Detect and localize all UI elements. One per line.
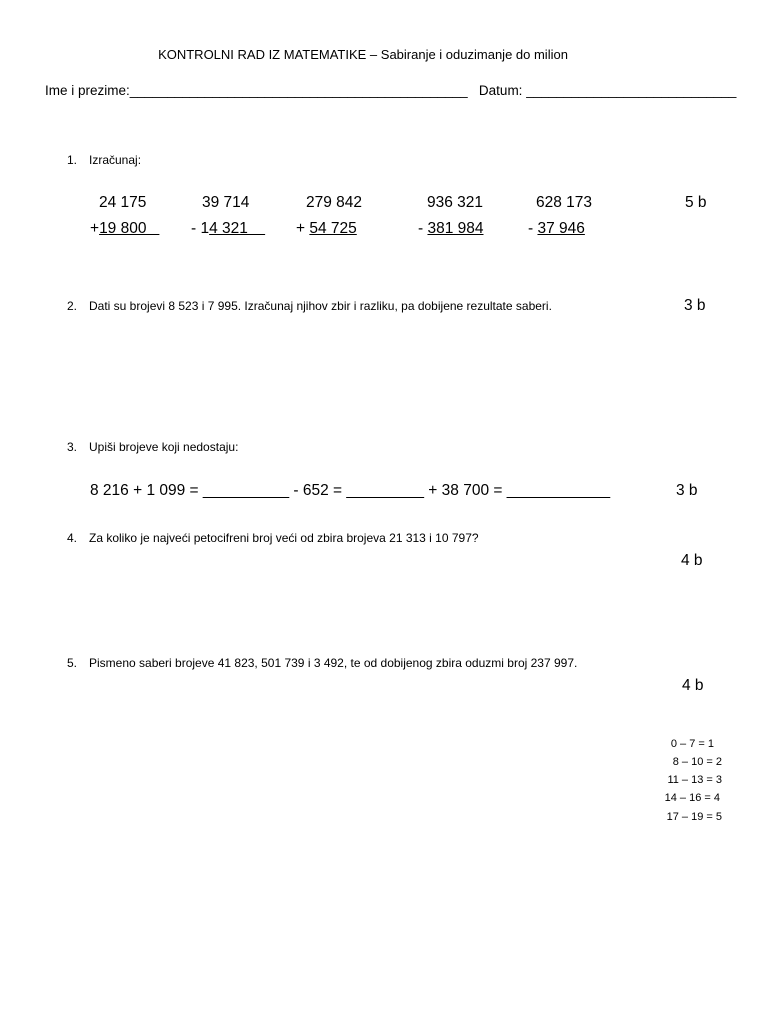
task-1-points: 5 b <box>685 194 707 211</box>
task-5-points: 4 b <box>682 677 704 694</box>
task-number: 1. <box>67 153 78 167</box>
problem-3-top: 279 842 <box>306 194 363 211</box>
grade-row: 0 – 7 = 1 <box>670 738 714 750</box>
problem-3-bottom <box>296 220 357 238</box>
task-2-points: 3 b <box>684 297 706 314</box>
grade-row: 8 – 10 = 2 <box>672 756 722 768</box>
operator: - 1 <box>191 220 210 237</box>
task-5 <box>67 656 577 670</box>
task-number: 4. <box>67 531 78 545</box>
task-3 <box>67 440 238 454</box>
name-date-line <box>45 83 736 98</box>
grade-row: 11 – 13 = 3 <box>667 774 722 786</box>
task-4-points: 4 b <box>681 552 703 569</box>
problem-4-top: 936 321 <box>427 194 484 211</box>
operator: + <box>90 220 100 237</box>
problem-5-bottom <box>528 220 585 238</box>
grading-scale <box>662 738 722 829</box>
page-title: KONTROLNI RAD IZ MATEMATIKE – Sabiranje i oduzimanje do milion <box>158 47 568 62</box>
problem-2-top: 39 714 <box>202 194 250 211</box>
task-number: 5. <box>67 656 78 670</box>
date-blank: ____________________________ <box>526 83 737 98</box>
operator: - <box>528 220 538 237</box>
task-2 <box>67 299 552 313</box>
subtrahend: 19 800 <box>99 220 160 237</box>
operator: - <box>418 220 428 237</box>
task-text: Upiši brojeve koji nedostaju: <box>89 440 239 454</box>
problem-1-top: 24 175 <box>99 194 147 211</box>
task-text: Za koliko je najveći petocifreni broj veći od zbira brojeva 21 313 i 10 797? <box>89 531 479 545</box>
grade-row: 17 – 19 = 5 <box>666 811 722 823</box>
problem-2-bottom <box>191 220 265 238</box>
task-text: Pismeno saberi brojeve 41 823, 501 739 i 3 492, te od dobijenog zbira oduzmi broj 237 997. <box>89 656 578 670</box>
subtrahend: 381 984 <box>427 220 484 237</box>
problem-5-top: 628 173 <box>536 194 593 211</box>
task-1 <box>67 153 141 167</box>
subtrahend: 4 321 <box>209 220 266 237</box>
task-text: Izračunaj: <box>89 153 142 167</box>
grade-row: 14 – 16 = 4 <box>664 792 720 804</box>
subtrahend: 54 725 <box>309 220 357 237</box>
task-text: Dati su brojevi 8 523 i 7 995. Izračunaj njihov zbir i razliku, pa dobijene rezultate saberi. <box>89 299 552 313</box>
task-number: 2. <box>67 299 78 313</box>
name-blank: _____________________________________________ <box>129 83 468 98</box>
task-number: 3. <box>67 440 78 454</box>
name-label: Ime i prezime: <box>45 83 130 98</box>
problem-1-bottom <box>90 220 159 238</box>
task-3-points: 3 b <box>676 482 698 499</box>
operator: + <box>296 220 310 237</box>
problem-4-bottom <box>418 220 484 238</box>
date-label: Datum: <box>478 83 523 98</box>
missing-numbers-expression: 8 216 + 1 099 = __________ - 652 = _________ + 38 700 = ____________ <box>90 482 611 499</box>
task-4 <box>67 531 479 545</box>
subtrahend: 37 946 <box>537 220 585 237</box>
